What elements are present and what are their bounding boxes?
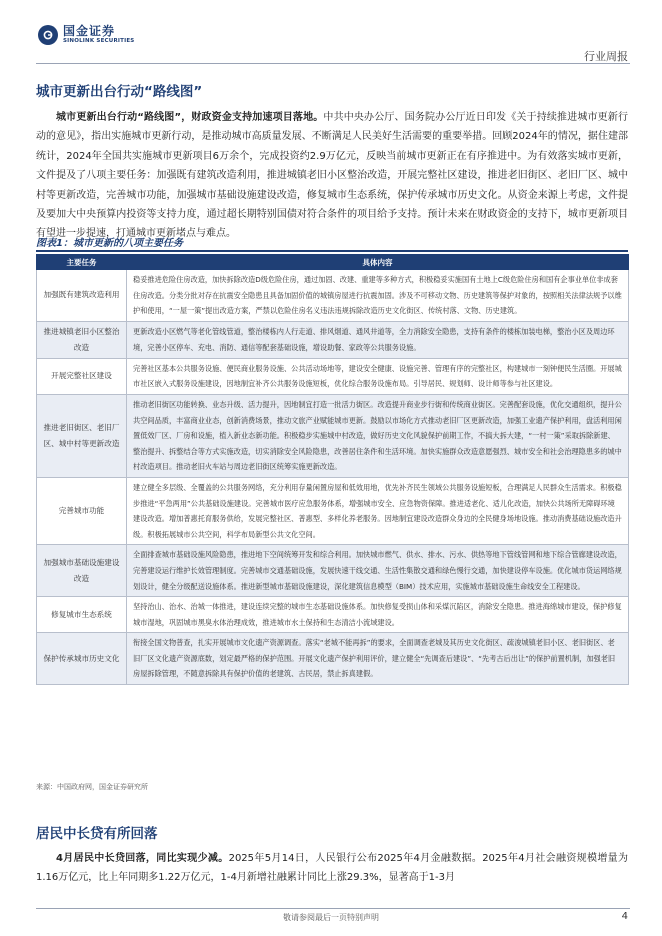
task-cell: 开展完整社区建设	[37, 358, 127, 394]
column-header-content: 具体内容	[127, 255, 629, 270]
section-title-urban-renewal: 城市更新出台行动“路线图”	[36, 84, 203, 100]
task-cell: 加强城市基础设施建设改造	[37, 545, 127, 597]
task-cell: 修复城市生态系统	[37, 597, 127, 633]
content-cell: 推动老旧街区功能转换、业态升级、活力提升，因地制宜打造一批活力街区。改造提升商业步行街和传统商业街区。完善配套设施，优化交通组织，提升公共空间品质，丰富商业业态，创新消费场景，推动文旅产业赋能城市更新。鼓励以市场化方式推动老旧厂区更新改造，加强工业遗产保护利用，盘活利用闲置低效厂区、厂房和设施，植入新业态新功能。积极稳步实施城中村改造，做好历史文化风貌保护前期工作，不搞大拆大建，“一村一策”采取拆除新建、整治提升、拆整结合等方式实施改造，切实消除安全风险隐患，改善居住条件和生活环境。加快实施群众改造意愿强烈、城市安全和社会治理隐患多的城中村改造项目。推动老旧火车站与周边老旧街区统筹实施更新改造。	[127, 394, 629, 477]
table-row	[37, 545, 629, 597]
table-row	[37, 270, 629, 322]
header-divider	[36, 63, 630, 64]
page-header	[0, 0, 662, 62]
task-cell: 加强既有建筑改造利用	[37, 270, 127, 322]
content-cell: 衔接全国文物普查，扎实开展城市文化遗产资源调查。落实“老城不能再拆”的要求，全面调查老城及其历史文化街区、疏浚城镇老旧小区、老旧街区、老旧厂区文化遗产资源底数，划定最严格的保护范围。开展文化遗产保护利用评价，建立健全“先调查后建设”、“先考古后出让”的保护前置机制，加强老旧房屋拆除管理，不随意拆除具有保护价值的老建筑、古民居，禁止拆真建假。	[127, 633, 629, 685]
table-row	[37, 633, 629, 685]
table-header-row	[37, 255, 629, 270]
task-cell: 保护传承城市历史文化	[37, 633, 127, 685]
table-row	[37, 597, 629, 633]
logo-name-cn: 国金证券	[63, 24, 116, 39]
company-logo	[38, 25, 134, 45]
task-cell: 推进老旧街区、老旧厂区、城中村等更新改造	[37, 394, 127, 477]
figure-title: 图表1：城市更新的八项主要任务	[36, 238, 183, 249]
content-cell: 更新改造小区燃气等老化管线管道，整治楼栋内人行走道、排风烟道、通风井道等，全力消除安全隐患，支持有条件的楼栋加装电梯，整治小区及周边环境，完善小区停车、充电、消防、通信等配套基础设施，增设助餐、家政等公共服务设施。	[127, 321, 629, 358]
content-cell: 稳妥推进危险住房改造，加快拆除改造D级危险住房，通过加固、改建、重建等多种方式，积极稳妥实施国有土地上C级危险住房和国有企事业单位非成套住房改造。分类分批对存在抗震安全隐患且具备加固价值的城镇房屋进行抗震加固。涉及不可移动文物、历史建筑等保护对象的，按照相关法律法规予以维护和使用，“一屋一策”提出改造方案，严禁以危险住房名义违法违规拆除改造历史文化街区、传统村落、文物、历史建筑。	[127, 270, 629, 322]
paragraph-lead: 4月居民中长贷回落，同比实现少减。	[56, 853, 229, 864]
content-cell: 坚持治山、治水、治城一体推进，建设连续完整的城市生态基础设施体系。加快修复受损山体和采煤沉陷区，消除安全隐患。推进海绵城市建设，保护修复城市湿地，巩固城市黑臭水体治理成效，推进城市水土保持和生态清洁小流域建设。	[127, 597, 629, 633]
logo-name-en: SINOLINK SECURITIES	[63, 38, 135, 45]
content-cell: 完善社区基本公共服务设施、便民商业服务设施、公共活动场地等，建设安全健康、设施完善、管理有序的完整社区，构建城市一刻钟便民生活圈。开展城市社区嵌入式服务设施建设，因地制宜补齐公共服务设施短板，优化综合服务设施布局。引导居民、规划师、设计师等参与社区建设。	[127, 358, 629, 394]
footer-disclaimer: 敬请参阅最后一页特别声明	[283, 913, 379, 922]
content-cell: 建立健全多层级、全覆盖的公共服务网络，充分利用存量闲置房屋和低效用地，优先补齐民生领域公共服务设施短板，合理满足人民群众生活需求。积极稳步推进“平急两用”公共基础设施建设。完善城市医疗应急服务体系，增强城市安全、应急物资保障。推进适老化、适儿化改造，加快公共场所无障碍环境建设改造。增加普惠托育服务供给，发展完整社区、普惠型、多样化养老服务。因地制宜建设改造群众身边的全民健身场地设施。推动消费基础设施改造升级。积极拓展城市公共空间，科学布局新型公共文化空间。	[127, 477, 629, 544]
paragraph-body: 中共中央办公厅、国务院办公厅近日印发《关于持续推进城市更新行动的意见》，指出实施城市更新行动，是推动城市高质量发展、不断满足人民美好生活需要的重要举措。回顾2024年的情况，据住建部统计，2024年全国共实施城市更新项目6万余个，完成投资约2.9万亿元，反映当前城市更新正在有序推进中。为有效落实城市更新，文件提及了八项主要任务：加强既有建筑改造利用，推进城镇老旧小区整治改造，开展完整社区建设，推进老旧街区、老旧厂区、城中村等更新改造，完善城市功能，加强城市基础设施建设改造，修复城市生态系统，保护传承城市历史文化。从资金来源上考虑，文件提及要加大中央预算内投资等支持力度，通过超长期特别国债对符合条件的项目给予支持。预计未来在财政资金的支持下，城市更新项目有望进一步提速，打通城市更新堵点与难点。	[36, 112, 629, 240]
table-row	[37, 394, 629, 477]
tasks-table	[36, 254, 629, 685]
table-row	[37, 358, 629, 394]
task-cell: 完善城市功能	[37, 477, 127, 544]
section-title-household-loans: 居民中长贷有所回落	[36, 826, 158, 842]
figure-source: 来源：中国政府网，国金证券研究所	[36, 783, 148, 791]
column-header-task: 主要任务	[37, 255, 127, 270]
household-loans-paragraph	[36, 849, 628, 888]
task-cell: 推进城镇老旧小区整治改造	[37, 321, 127, 358]
urban-renewal-paragraph	[36, 108, 628, 244]
page-number: 4	[621, 911, 628, 922]
footer-divider	[36, 908, 630, 909]
paragraph-body: 2025年5月14日，人民银行公布2025年4月金融数据。2025年4月社会融资规模增量为1.16万亿元，比上年同期多1.22万亿元，1-4月新增社融累计同比上涨29.3%，显著高于1-3月	[36, 853, 628, 884]
figure-title-underline	[36, 250, 628, 252]
table-row	[37, 321, 629, 358]
table-row	[37, 477, 629, 544]
report-category: 行业周报	[584, 50, 628, 63]
paragraph-lead: 城市更新出台行动“路线图”，财政资金支持加速项目落地。	[56, 112, 324, 123]
logo-mark-icon	[38, 25, 58, 45]
content-cell: 全面排查城市基础设施风险隐患，推进地下空间统筹开发和综合利用。加快城市燃气、供水、排水、污水、供热等地下管线管网和地下综合管廊建设改造，完善建设运行维护长效管理制度。完善城市交通基础设施，发展快速干线交通、生活性集散交通和绿色慢行交通，加快建设停车设施。优化城市货运网络规划设计，健全分级配送设施体系。推进新型城市基础设施建设，深化建筑信息模型（BIM）技术应用，实施城市基础设施生命线安全工程建设。	[127, 545, 629, 597]
